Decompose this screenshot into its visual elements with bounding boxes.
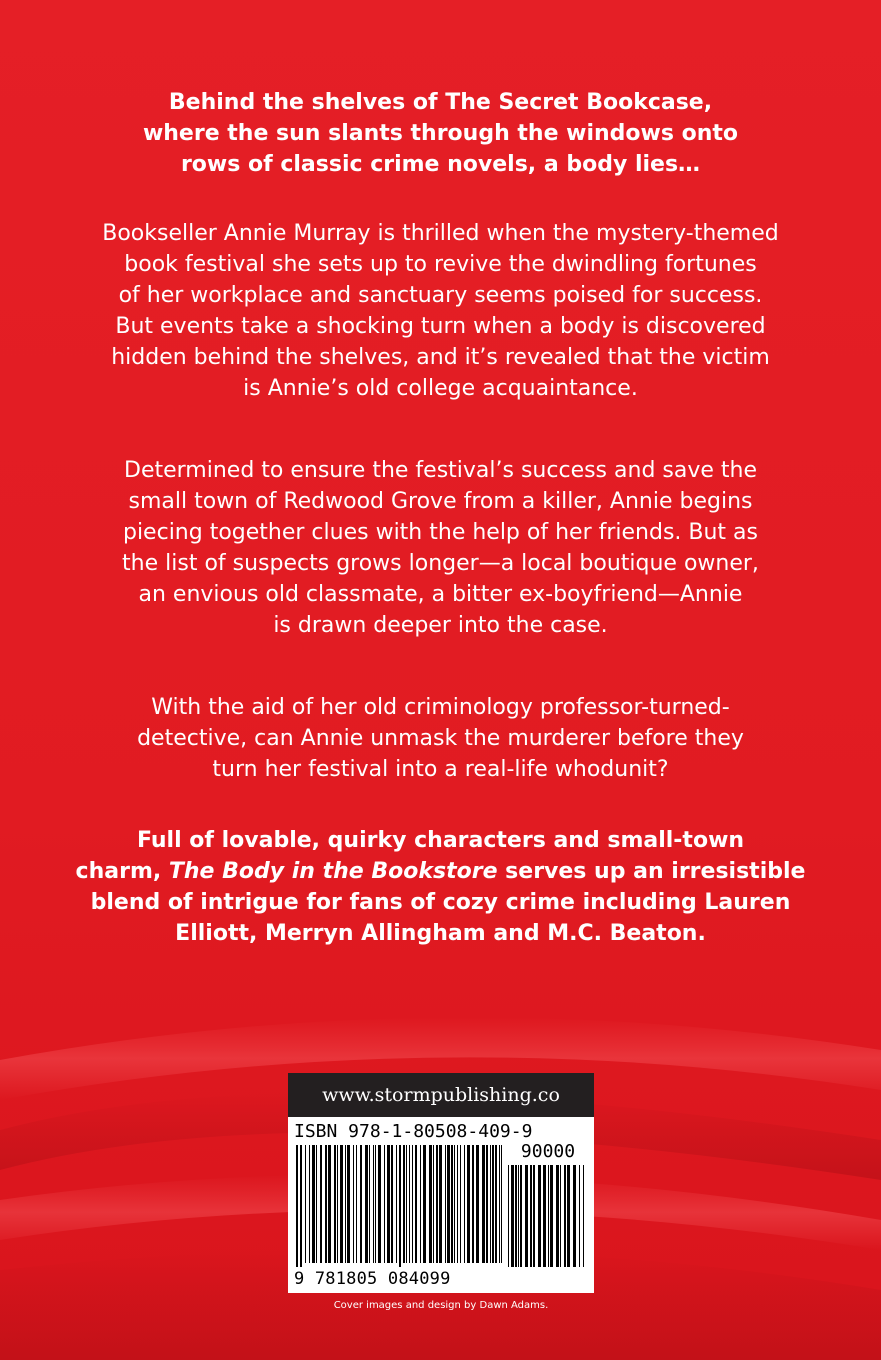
closing-line: Full of lovable, quirky characters and small-town xyxy=(136,828,745,853)
paragraph-line: detective, can Annie unmask the murderer before they xyxy=(137,726,744,751)
barcode-bar xyxy=(564,1165,566,1267)
blurb-paragraph-1 xyxy=(70,218,811,404)
barcode-bar xyxy=(467,1145,470,1263)
paragraph-line: is Annie’s old college acquaintance. xyxy=(243,376,638,401)
closing-line xyxy=(70,856,811,887)
barcode-bar xyxy=(420,1145,421,1263)
barcode-bar xyxy=(312,1145,315,1263)
barcode-bar xyxy=(353,1145,354,1263)
barcode-bar xyxy=(415,1145,417,1263)
barcode-bar xyxy=(538,1165,541,1267)
barcode-bar xyxy=(369,1145,370,1263)
paragraph-line: Bookseller Annie Murray is thrilled when the mystery-themed xyxy=(102,221,779,246)
paragraph-line: is drawn deeper into the case. xyxy=(273,613,608,638)
paragraph-line: With the aid of her old criminology professor-turned- xyxy=(151,695,730,720)
paragraph-line: of her workplace and sanctuary seems poised for success. xyxy=(118,283,763,308)
barcode-bar xyxy=(550,1165,553,1267)
barcode-bar xyxy=(296,1145,298,1267)
barcode-bar xyxy=(340,1145,343,1263)
barcode-bar xyxy=(334,1145,336,1263)
barcode-bar xyxy=(384,1145,385,1263)
barcode-bar xyxy=(490,1145,491,1263)
barcode-bar xyxy=(316,1145,317,1263)
barcode-bar xyxy=(436,1145,438,1263)
tagline-line: rows of classic crime novels, a body lies… xyxy=(180,152,701,177)
barcode-box xyxy=(288,1073,594,1293)
ean-barcode xyxy=(296,1145,504,1267)
barcode-bar xyxy=(501,1145,502,1263)
barcode-bar xyxy=(508,1165,509,1267)
barcode-bar xyxy=(345,1145,346,1263)
barcode-bar xyxy=(464,1145,465,1263)
barcode-bar xyxy=(412,1145,413,1263)
barcode-bar xyxy=(429,1145,432,1263)
barcode-bar xyxy=(439,1145,442,1263)
barcode-bar xyxy=(499,1145,500,1263)
barcode-bar xyxy=(573,1165,576,1267)
paragraph-line: the list of suspects grows longer—a local boutique owner, xyxy=(122,551,759,576)
barcode-bar xyxy=(375,1145,376,1263)
barcode-bar xyxy=(495,1145,497,1263)
barcode-bar xyxy=(387,1145,390,1263)
book-title: The Body in the Bookstore xyxy=(168,859,498,884)
barcode-bar xyxy=(567,1165,570,1267)
isbn-label: ISBN 978-1-80508-409-9 xyxy=(294,1121,533,1142)
barcode-bar xyxy=(454,1145,455,1263)
barcode-bar xyxy=(492,1145,494,1263)
barcode-bar xyxy=(325,1145,327,1263)
closing-prefix: charm, xyxy=(75,859,169,884)
closing-suffix: serves up an irresistible xyxy=(497,859,806,884)
paragraph-line: hidden behind the shelves, and it’s revealed that the victim xyxy=(111,345,770,370)
ean-digits: 9 781805 084099 xyxy=(294,1269,451,1289)
barcode-bar xyxy=(337,1145,338,1263)
paragraph-line: small town of Redwood Grove from a killer, Annie begins xyxy=(128,489,753,514)
barcode-bar xyxy=(460,1145,461,1263)
barcode-bar xyxy=(451,1145,453,1263)
barcode-bar xyxy=(556,1165,559,1267)
closing-paragraph xyxy=(70,825,811,949)
price-code: 90000 xyxy=(520,1141,576,1162)
barcode-bar xyxy=(347,1145,350,1263)
barcode-bar xyxy=(305,1145,306,1263)
barcode-bar xyxy=(518,1165,519,1267)
barcode-bar xyxy=(530,1165,532,1267)
barcode-bar xyxy=(525,1165,528,1267)
barcode-bar xyxy=(309,1145,310,1263)
barcode-bar xyxy=(472,1145,474,1263)
barcode-bar xyxy=(356,1145,357,1263)
barcode-bar xyxy=(396,1145,397,1263)
barcode-bar xyxy=(515,1165,517,1267)
barcode-bar xyxy=(533,1165,535,1267)
barcode-bar xyxy=(373,1145,374,1263)
barcode-bar xyxy=(447,1145,450,1263)
barcode-bar xyxy=(320,1145,322,1263)
publisher-url: www.stormpublishing.co xyxy=(288,1073,594,1117)
barcode-bar xyxy=(378,1145,381,1263)
barcode-bar xyxy=(583,1165,584,1267)
closing-line: Elliott, Merryn Allingham and M.C. Beaton. xyxy=(175,921,706,946)
barcode-bar xyxy=(445,1145,446,1263)
barcode-bar xyxy=(403,1145,405,1263)
barcode-bar xyxy=(520,1165,522,1267)
barcode-bar xyxy=(433,1145,434,1263)
paragraph-line: Determined to ensure the festival’s success and save the xyxy=(124,458,757,483)
paragraph-line: book festival she sets up to revive the dwindling fortunes xyxy=(124,252,757,277)
tagline-line: Behind the shelves of The Secret Bookcase, xyxy=(168,90,713,115)
barcode-bar xyxy=(476,1145,479,1263)
barcode-bar xyxy=(423,1145,426,1263)
barcode-bar xyxy=(391,1145,393,1263)
barcode-bar xyxy=(399,1145,401,1267)
tagline-line: where the sun slants through the windows onto xyxy=(142,121,739,146)
addon-barcode xyxy=(508,1165,588,1267)
barcode-bar xyxy=(409,1145,410,1263)
tagline xyxy=(70,87,811,180)
barcode-bar xyxy=(548,1165,549,1267)
blurb-paragraph-2 xyxy=(70,455,811,641)
barcode-bar xyxy=(360,1145,362,1263)
barcode-bar xyxy=(511,1165,514,1267)
barcode-bar xyxy=(328,1145,331,1263)
barcode-bar xyxy=(486,1145,488,1263)
paragraph-line: But events take a shocking turn when a body is discovered xyxy=(115,314,766,339)
paragraph-line: piecing together clues with the help of her friends. But as xyxy=(122,520,758,545)
barcode-bar xyxy=(406,1145,407,1263)
blurb-paragraph-3 xyxy=(70,692,811,785)
barcode-bar xyxy=(300,1145,302,1267)
barcode-bar xyxy=(543,1165,546,1267)
barcode-bar xyxy=(482,1145,485,1263)
paragraph-line: turn her festival into a real-life whodunit? xyxy=(212,757,669,782)
paragraph-line: an envious old classmate, a bitter ex-boyfriend—Annie xyxy=(138,582,743,607)
barcode-bar xyxy=(579,1165,580,1267)
closing-line: blend of intrigue for fans of cozy crime including Lauren xyxy=(90,890,791,915)
cover-credit: Cover images and design by Dawn Adams. xyxy=(333,1300,549,1311)
barcode-bar xyxy=(560,1165,561,1267)
barcode-bar xyxy=(365,1145,368,1263)
barcode-bar xyxy=(457,1145,458,1263)
